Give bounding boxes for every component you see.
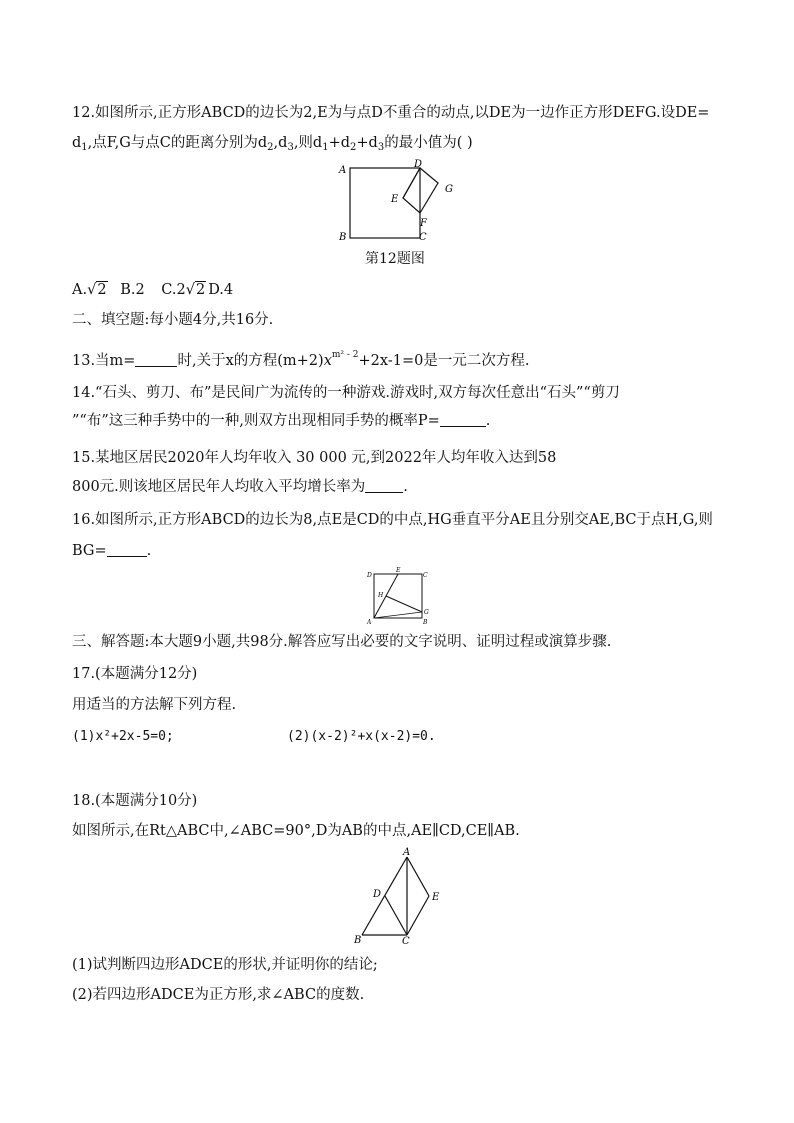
q16-text-line2: BG= . [72,543,152,559]
q15-text-line1: 15.某地区居民2020年人均年收入 30 000 元,到2022年人均年收入达到58 [72,450,557,466]
q16-figure [364,567,434,629]
q14-text-line1: 14.“石头、剪刀、布”是民间广为流传的一种游戏.游戏时,双方每次任意出“石头”“剪刀 [72,385,620,401]
q12-text-line2: $d_1$,点F,G与点C的距离分别为$d_2,d_3$,则$d_1+d_2+d_3$的最小值为( ) [72,135,473,153]
q12-caption: 第12题图 [365,251,425,267]
label-f: F [420,218,427,229]
answer-blank [135,352,177,367]
label-a: A [403,847,411,858]
svg-text:D: D [367,572,372,579]
q17-equation-1: (1)x²+2x-5=0; [72,729,174,744]
label-e: E [432,892,440,903]
q18-statement: 如图所示,在Rt△ABC中,∠ABC=90°,D为AB的中点,AE∥CD,CE∥AB. [72,823,520,839]
q17-instruction: 用适当的方法解下列方程. [72,697,237,713]
q15-text-line2: 800元.则该地区居民年人均收入平均增长率为 . [72,479,408,495]
answer-blank [107,542,147,557]
label-b: B [339,232,347,243]
q17-equation-2: (2)(x-2)²+x(x-2)=0. [287,729,436,744]
label-a: A [339,165,347,176]
sqrt-symbol: √2 [87,282,107,298]
q17-title: 17.(本题满分12分) [72,666,198,682]
svg-text:C: C [423,572,428,579]
section-3-heading: 三、解答题:本大题9小题,共98分.解答应写出必要的文字说明、证明过程或演算步骤. [72,634,612,650]
label-d: D [414,159,423,170]
q12-figure [335,158,465,252]
label-e: E [391,194,399,205]
q18-part-2: (2)若四边形ADCE为正方形,求∠ABC的度数. [72,987,365,1003]
q18-title: 18.(本题满分10分) [72,793,198,809]
svg-text:B: B [423,619,428,625]
q16-text-line1: 16.如图所示,正方形ABCD的边长为8,点E是CD的中点,HG垂直平分AE且分别交AE,BC于点H,G,则 [72,512,713,528]
svg-text:G: G [424,609,429,616]
sqrt-symbol: √2 [185,282,206,298]
svg-text:A: A [367,619,372,625]
q13-text: 13.当m= 时,关于x的方程$(m+2)x^{m^2 - 2}+2x-1=0$是一元二次方程. [72,350,530,369]
section-2-heading: 二、填空题:每小题4分,共16分. [72,312,274,328]
label-d: D [373,889,382,900]
label-g: G [445,184,453,195]
label-c: C [419,232,427,243]
answer-blank [365,478,403,493]
label-b: B [354,935,362,946]
q18-part-1: (1)试判断四边形ADCE的形状,并证明你的结论; [72,957,378,973]
q18-figure [345,845,455,951]
q12-text-line1: 12.如图所示,正方形ABCD的边长为2,E为与点D不重合的动点,以DE为一边作正方形DEFG.设DE= [72,105,710,121]
svg-text:H: H [378,592,384,599]
label-c: C [402,936,410,947]
q12-options: A.√2 B.2 C.2√2 D.4 [72,282,234,298]
answer-blank [440,412,486,427]
q14-text-line2: ”“布”这三种手势中的一种,则双方出现相同手势的概率P= . [72,413,491,429]
svg-text:E: E [396,567,401,574]
